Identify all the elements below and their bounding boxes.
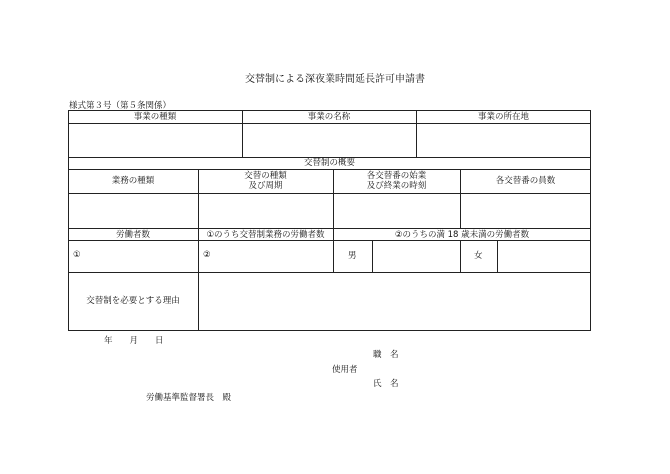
label-female: 女 [474, 251, 483, 261]
header-business-location: 事業の所在地 [477, 112, 529, 122]
row-line [68, 123, 591, 124]
form-number-label: 様式第３号（第５条関係） [69, 101, 172, 111]
row-line [68, 240, 591, 241]
section-title-shift-overview: 交替制の概要 [303, 158, 355, 168]
header-shift-type [198, 171, 333, 191]
marker-circled-one: ① [73, 250, 81, 260]
row-line [68, 272, 591, 273]
header-business-type: 事業の種類 [133, 112, 177, 122]
header-shift-type-line2: 及び周期 [248, 181, 283, 191]
marker-circled-two: ② [203, 250, 211, 260]
header-shift-worker-number: ①のうち交替制業務の労働者数 [206, 230, 325, 240]
row-line [68, 193, 591, 194]
col-line [497, 240, 498, 272]
label-employer: 使用者 [332, 365, 358, 375]
header-business-name: 事業の名称 [307, 112, 351, 122]
label-reason: 交替制を必要とする理由 [86, 296, 180, 306]
row-line [68, 169, 591, 170]
label-position: 職 名 [373, 350, 399, 360]
header-worker-count: 労働者数 [115, 230, 150, 240]
header-work-type: 業務の種類 [111, 176, 155, 186]
row-line [68, 228, 591, 229]
col-line [460, 240, 461, 272]
header-under18-worker-count: ②のうちの満 18 歳未満の労働者数 [394, 230, 530, 240]
document-title: 交替制による深夜業時間延長許可申請書 [245, 74, 425, 85]
header-shift-worker-count: 各交替番の員数 [495, 176, 556, 186]
col-line [198, 272, 199, 331]
label-name: 氏 名 [373, 379, 399, 389]
header-shift-times-line1: 各交替番の始業 [366, 171, 427, 181]
col-line [372, 240, 373, 272]
header-shift-times-line2: 及び終業の時刻 [366, 181, 427, 191]
header-shift-type-line1: 交替の種類 [244, 171, 287, 181]
header-shift-times [333, 171, 460, 191]
addressee-line: 労働基準監督署長 殿 [146, 393, 232, 403]
date-line: 年 月 日 [104, 336, 164, 346]
label-male: 男 [348, 251, 357, 261]
